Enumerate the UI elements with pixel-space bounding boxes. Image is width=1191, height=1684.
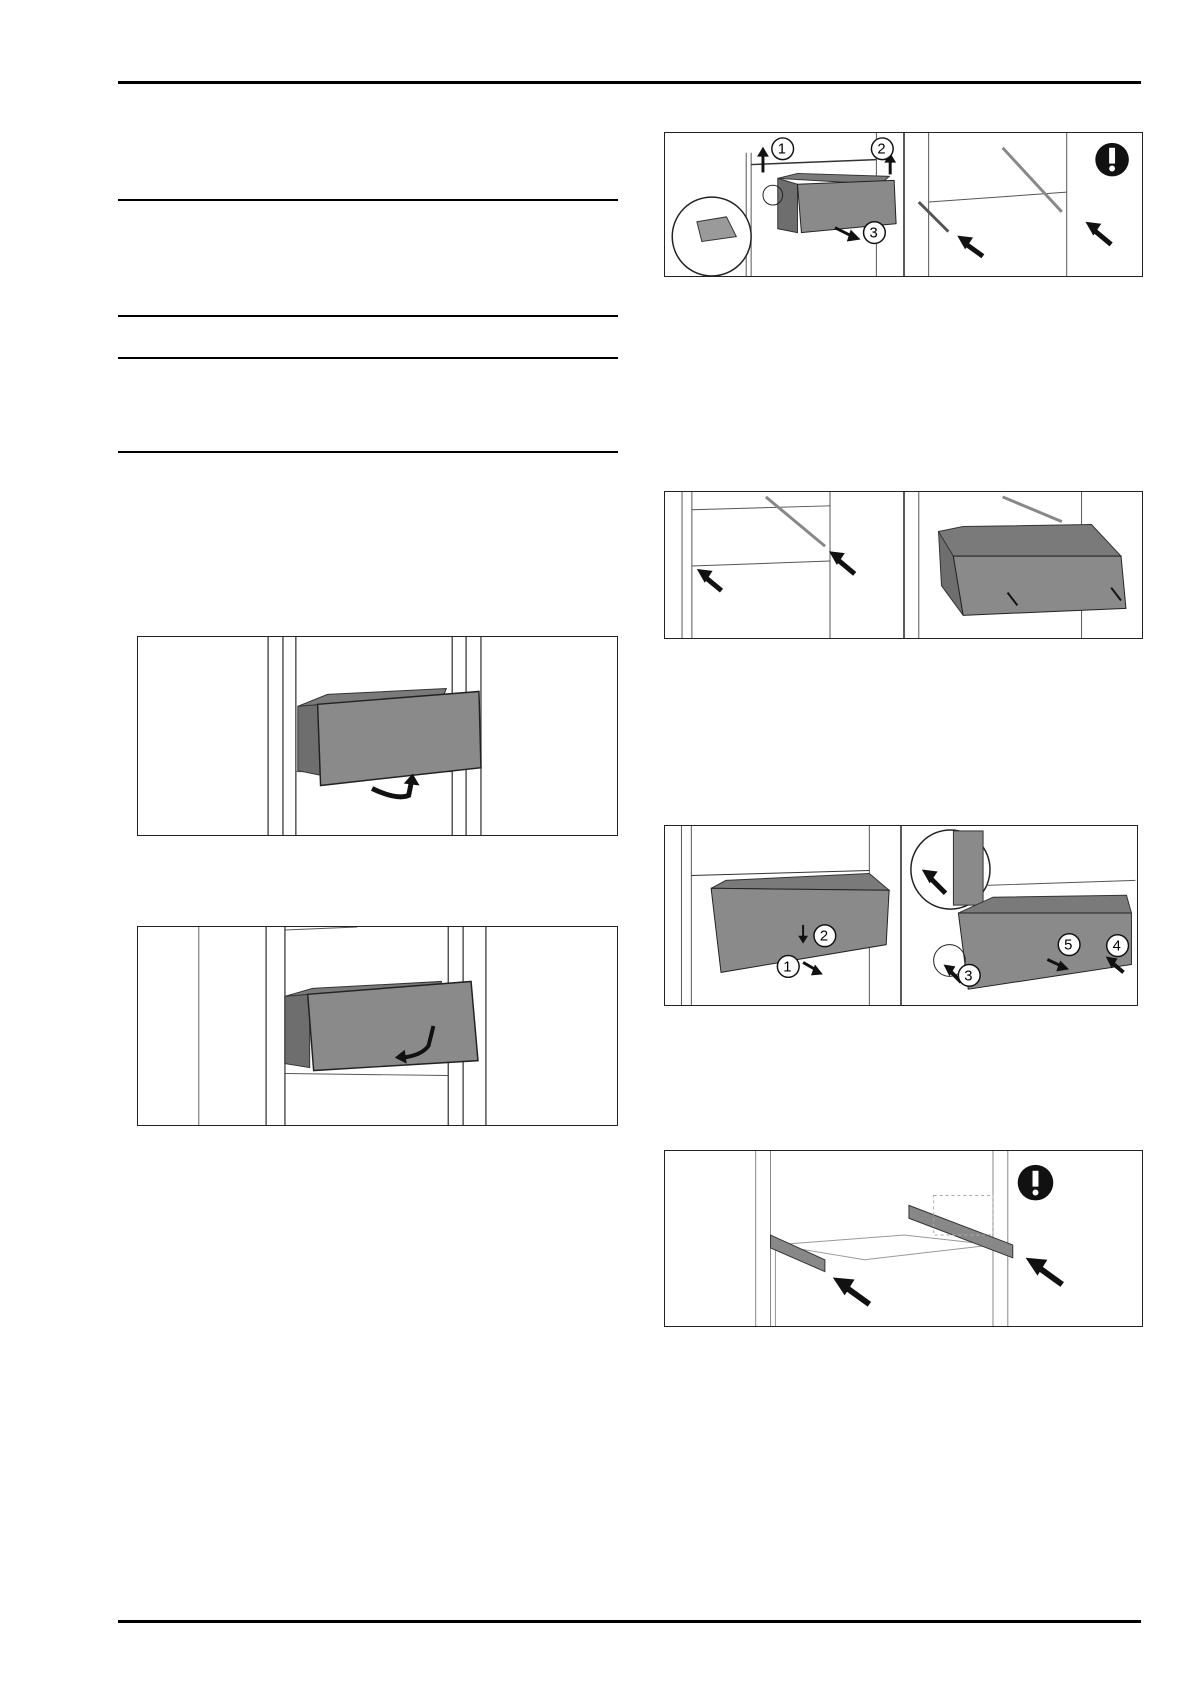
callout-2: 2 [819,928,829,945]
callout-2: 2 [877,141,886,158]
callout-1: 1 [777,141,786,158]
telescopic-rails-illustration [665,1151,1142,1326]
figure-telescopic-rails [664,1150,1143,1327]
section-rule [118,357,618,359]
arrow-icon [965,243,983,256]
section-rule [118,199,618,201]
figure-drawer-steps [664,825,1138,1006]
header-rule [118,81,1141,84]
arrow-icon [1093,230,1111,245]
figure-insert-drawer [664,491,1143,639]
drawer-steps-illustration [665,826,1137,1005]
callout-5: 5 [1064,937,1073,954]
section-rule [118,451,618,453]
pull-drawer-illustration [138,927,617,1125]
figure-remove-drawer-rails [664,132,1143,277]
remove-rails-illustration [665,133,1142,276]
figure-open-drawer [137,636,618,836]
callout-3: 3 [964,968,973,985]
insert-drawer-illustration [665,492,1142,638]
section-rule [118,315,618,317]
callout-4: 4 [1112,938,1121,955]
open-drawer-illustration [138,637,617,835]
footer-rule [118,1620,1141,1623]
figure-pull-drawer [137,926,618,1126]
callout-3: 3 [869,225,878,242]
arrow-icon [837,559,855,574]
callout-1: 1 [783,959,792,976]
